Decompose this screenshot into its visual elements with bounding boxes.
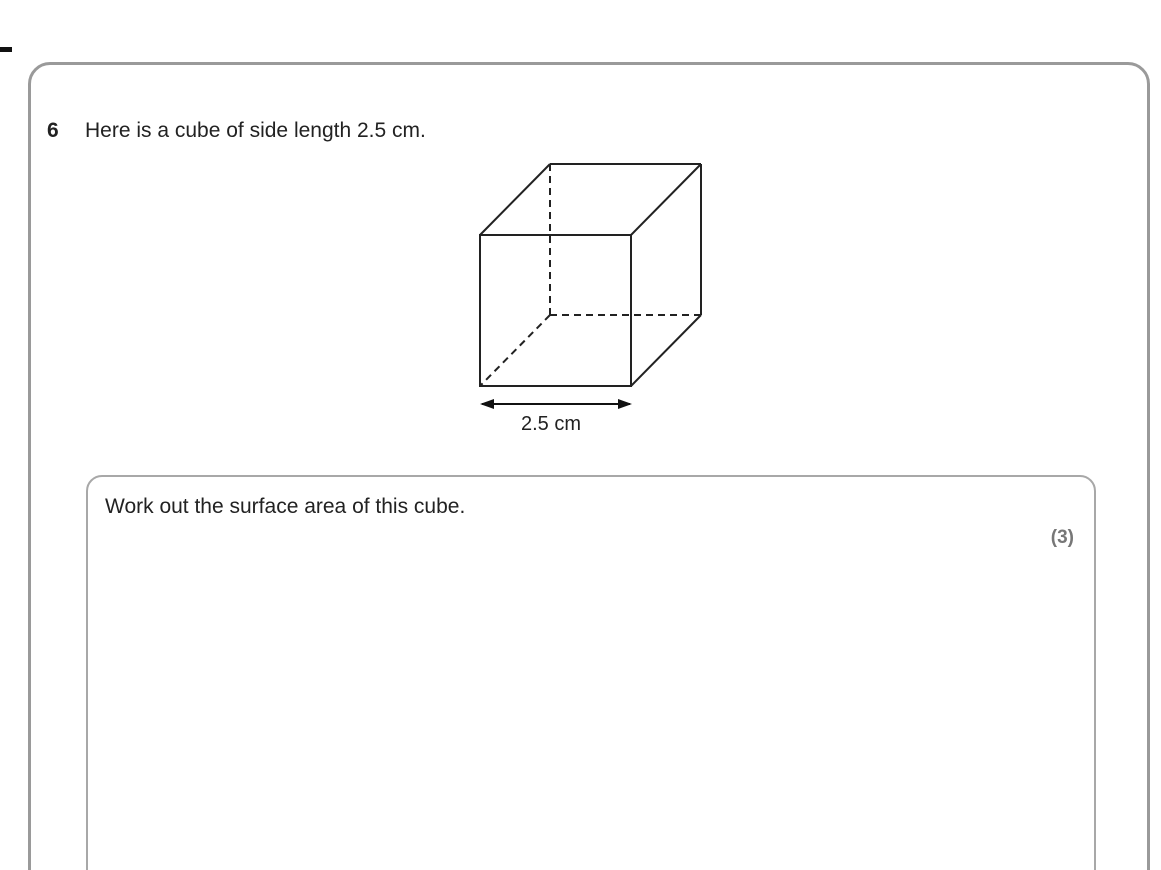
question-text: Here is a cube of side length 2.5 cm. (85, 119, 426, 142)
instruction-text: Work out the surface area of this cube. (105, 495, 466, 518)
question-number: 6 (47, 119, 59, 142)
answer-box[interactable] (86, 475, 1096, 870)
side-length-label: 2.5 cm (521, 413, 582, 435)
margin-mark (0, 47, 12, 52)
question-stem (47, 117, 426, 145)
cube-diagram (460, 150, 730, 450)
marks-label: (3) (1050, 527, 1074, 548)
